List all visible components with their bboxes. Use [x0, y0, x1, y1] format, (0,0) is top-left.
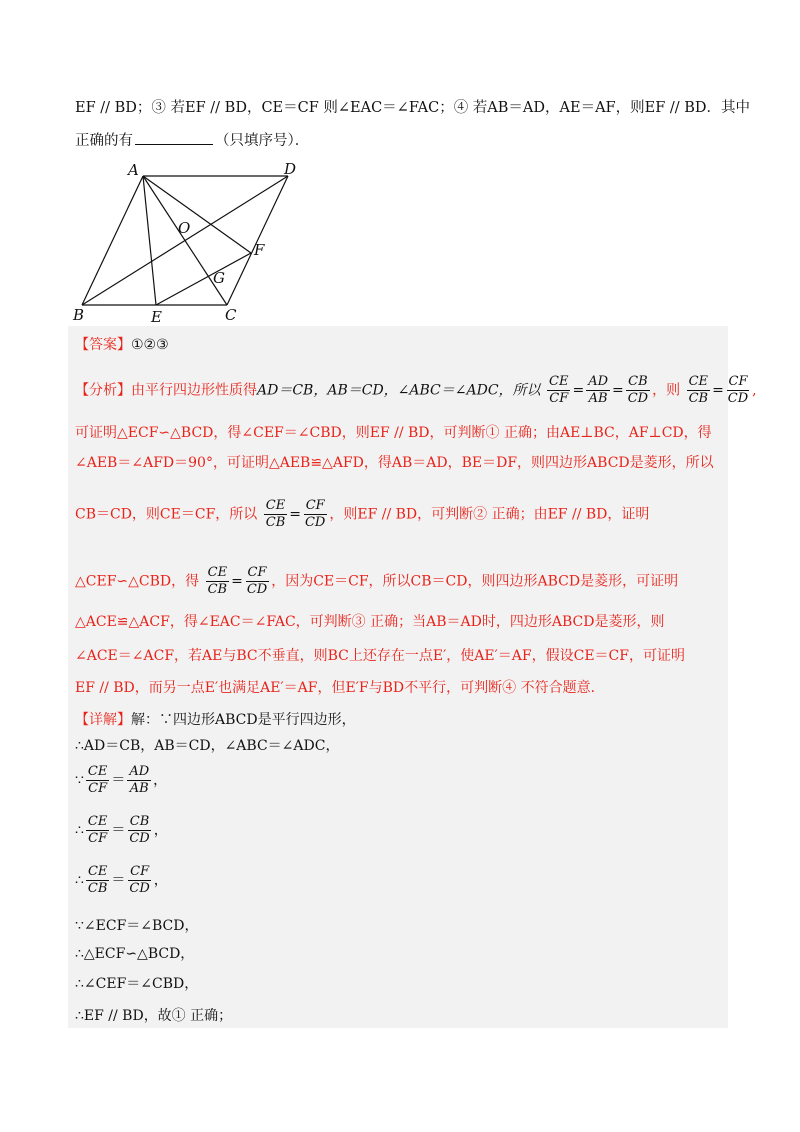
- fraction-ce-cb: $\frac{CE}{CB}$: [688, 374, 709, 406]
- fraction-detail-ad-ab: $\frac{AD}{AB}$: [129, 764, 150, 796]
- analysis-tag: 【分析】: [75, 382, 131, 399]
- answer-tag: 【答案】: [75, 337, 131, 353]
- label-e: E: [151, 308, 162, 325]
- detail-line-9: ∴EF // BD，故① 正确；: [75, 1008, 233, 1024]
- label-a: A: [128, 161, 139, 179]
- segment-ae: [143, 176, 156, 305]
- label-g: G: [213, 269, 225, 287]
- fraction-ad-ab: $\frac{AD}{AB}$: [588, 374, 608, 406]
- segment-af: [143, 176, 251, 253]
- detail-line-1: [75, 710, 356, 730]
- question-line-2: [75, 130, 309, 151]
- fraction-ce-cb-3: $\frac{CE}{CB}$: [207, 565, 228, 597]
- answer-line: [75, 335, 169, 355]
- detail-line-4: ∴ $\frac{CE}{CF}$ ＝ $\frac{CB}{CD}$ ，: [75, 814, 168, 846]
- detail-line-3: ∵ $\frac{CE}{CF}$ ＝ $\frac{AD}{AB}$ ，: [75, 764, 168, 796]
- analysis-l1-c: ，则: [652, 382, 681, 399]
- analysis-l4-a: CB＝CD，则CE＝CF，所以: [75, 506, 258, 523]
- detail-line-7: ∴△ECF∽△BCD，: [75, 946, 195, 962]
- label-f: F: [254, 241, 265, 259]
- detail-line-6: ∵∠ECF＝∠BCD，: [75, 918, 199, 934]
- analysis-l1-a: 由平行四边形性质得: [131, 382, 257, 399]
- detail-tag: 【详解】: [75, 712, 131, 728]
- analysis-line-2: 可证明△ECF∽△BCD，得∠CEF＝∠CBD，则EF // BD，可判断① 正确；由AE⊥BC，AF⊥CD，得: [75, 425, 712, 441]
- analysis-line-8: EF // BD，而另一点E′也满足AE′＝AF，但E′F与BD不平行，可判断④ 不符合题意．: [75, 680, 605, 696]
- analysis-line-6: △ACE≌△ACF，得∠EAC＝∠FAC，可判断③ 正确；当AB＝AD时，四边形ABCD是菱形，则: [75, 614, 665, 630]
- detail-line-8: ∴∠CEF＝∠CBD，: [75, 976, 199, 992]
- analysis-line-5: △CEF∽△CBD，得 $\frac{CE}{CB}$ = $\frac{CF}{CD}$ ，因为CE＝CF，所以CB＝CD，则四边形ABCD是菱形，可证明: [75, 565, 679, 597]
- analysis-line-7: ∠ACE＝∠ACF，若AE与BC不垂直，则BC上还存在一点E′，使AE′＝AF，假设CE＝CF，可证明: [75, 648, 685, 664]
- fraction-cf-cd-3: $\frac{CF}{CD}$: [246, 565, 268, 597]
- analysis-line-4: CB＝CD，则CE＝CF，所以 $\frac{CE}{CB}$ = $\frac{CF}{CD}$ ，则EF // BD，可判断② 正确；由EF // BD，证明: [75, 498, 650, 530]
- detail-l1: 解：∵四边形ABCD是平行四边形，: [131, 712, 356, 728]
- analysis-line-1: 【分析】由平行四边形性质得AD＝CB，AB＝CD，∠ABC＝∠ADC，所以 $\frac{CE}{CF}$ = $\frac{AD}{AB}$ = $\frac{CB}{CD}$ ，则 $\frac{CE}{CB}$ = $\frac{CF}{CD}$ ,: [75, 374, 757, 406]
- analysis-l4-b: ，则EF // BD，可判断② 正确；由EF // BD，证明: [329, 506, 650, 523]
- fraction-detail-ce-cb: $\frac{CE}{CB}$: [87, 864, 108, 896]
- segment-ef: [156, 253, 251, 305]
- question-line-1: EF // BD；③ 若EF // BD，CE＝CF 则∠EAC＝∠FAC；④ 若AB＝AD，AE＝AF，则EF // BD．其中: [75, 100, 751, 116]
- analysis-line-3: ∠AEB＝∠AFD＝90°，可证明△AEB≌△AFD，得AB＝AD，BE＝DF，则四边形ABCD是菱形，所以: [75, 455, 714, 471]
- fraction-detail-cf-cd: $\frac{CF}{CD}$: [129, 864, 150, 896]
- fraction-detail-cb-cd: $\frac{CB}{CD}$: [129, 814, 150, 846]
- label-b: B: [73, 306, 85, 324]
- fraction-cf-cd: $\frac{CF}{CD}$: [727, 374, 749, 406]
- fraction-ce-cf: $\frac{CE}{CF}$: [549, 374, 569, 406]
- detail-line-2: ∴AD＝CB，AB＝CD，∠ABC＝∠ADC，: [75, 738, 340, 754]
- fraction-cb-cd: $\frac{CB}{CD}$: [627, 374, 649, 406]
- fraction-cf-cd-2: $\frac{CF}{CD}$: [304, 498, 326, 530]
- analysis-l5-b: ，因为CE＝CF，所以CB＝CD，则四边形ABCD是菱形，可证明: [271, 573, 679, 590]
- analysis-l1-b: AD＝CB，AB＝CD，∠ABC＝∠ADC，所以: [257, 382, 541, 399]
- fraction-ce-cb-2: $\frac{CE}{CB}$: [265, 498, 286, 530]
- label-o: O: [178, 219, 191, 237]
- question-line-2-prefix: 正确的有: [75, 133, 133, 149]
- answer-value: ①②③: [131, 337, 169, 353]
- solution-panel: [68, 326, 757, 1028]
- fraction-detail-ce-cf: $\frac{CE}{CF}$: [87, 764, 108, 796]
- parallelogram-figure: [70, 160, 310, 325]
- question-line-2-suffix: （只填序号）．: [215, 133, 310, 149]
- fraction-detail-ce-cf-2: $\frac{CE}{CF}$: [87, 814, 108, 846]
- analysis-l5-a: △CEF∽△CBD，得: [75, 573, 200, 590]
- detail-line-5: ∴ $\frac{CE}{CB}$ ＝ $\frac{CF}{CD}$ ，: [75, 864, 168, 896]
- answer-blank: [135, 130, 213, 145]
- label-c: C: [225, 306, 237, 324]
- label-d: D: [284, 160, 297, 178]
